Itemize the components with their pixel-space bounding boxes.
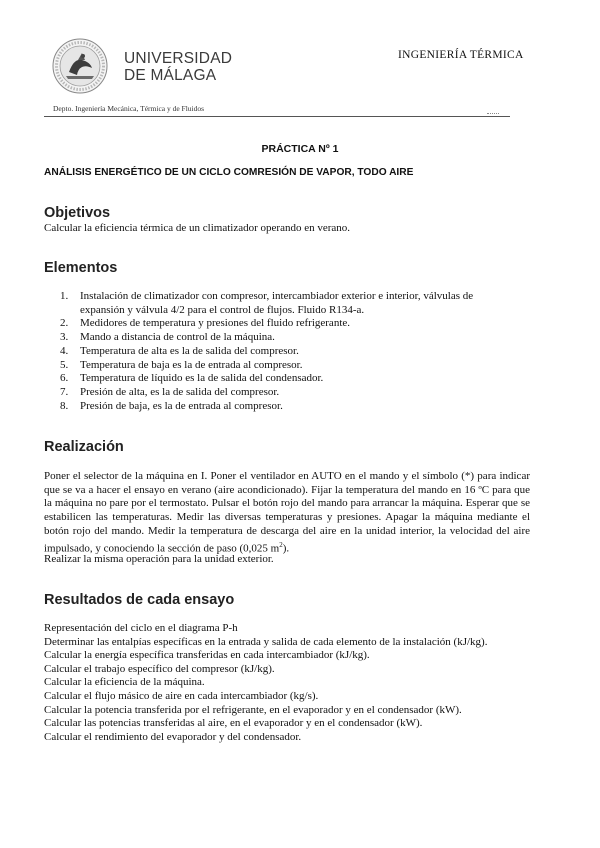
list-item-number: 1. xyxy=(60,290,69,302)
realizacion-text-end: ). xyxy=(282,542,290,555)
list-item xyxy=(44,372,524,386)
section-heading-resultados: Resultados de cada ensayo xyxy=(44,592,235,608)
list-item-number: 8. xyxy=(60,399,69,412)
list-item-text: Temperatura de baja es la de entrada al compresor. xyxy=(80,358,303,371)
list-item: Calcular el rendimiento del evaporador y del condensador. xyxy=(44,730,302,743)
realizacion-last-line: Realizar la misma operación para la unidad exterior. xyxy=(44,553,274,565)
list-item-text: expansión y válvula 4/2 para el control de flujos. Fluido R134-a. xyxy=(80,303,365,316)
list-item-number: 5. xyxy=(60,358,69,371)
list-item-text: Mando a distancia de control de la máquina. xyxy=(80,331,275,344)
realizacion-paragraph xyxy=(44,470,530,556)
superscript-exponent: 2 xyxy=(279,540,283,549)
objetivos-text: Calcular la eficiencia térmica de un climatizador operando en verano. xyxy=(44,222,351,234)
practice-number: PRÁCTICA Nº 1 xyxy=(261,143,339,155)
department-name: Depto. Ingeniería Mecánica, Térmica y de Fluidos xyxy=(53,104,205,113)
list-item-text: Instalación de climatizador con compresor, intercambiador exterior e interior, válvulas de xyxy=(80,290,474,302)
list-item: Calcular el trabajo específico del compresor (kJ/kg). xyxy=(44,662,275,675)
practice-title: ANÁLISIS ENERGÉTICO DE UN CICLO COMRESIÓN DE VAPOR, TODO AIRE xyxy=(44,167,414,178)
resultados-list xyxy=(44,622,487,744)
list-item xyxy=(44,359,524,373)
header-divider xyxy=(44,116,510,117)
section-heading-objetivos: Objetivos xyxy=(44,205,111,221)
list-item: Calcular las potencias transferidas al aire, en el evaporador y en el condensador (kW). xyxy=(44,717,423,730)
list-item xyxy=(44,386,524,400)
header-divider-mark xyxy=(487,113,499,114)
list-item: Calcular la energía específica transferidas en cada intercambiador (kJ/kg). xyxy=(44,649,370,662)
university-name-line2: DE MÁLAGA xyxy=(124,67,217,84)
list-item-number: 7. xyxy=(60,385,69,398)
list-item-number: 6. xyxy=(60,372,69,385)
list-item: Representación del ciclo en el diagrama P-h xyxy=(44,622,238,634)
list-item xyxy=(44,345,524,359)
list-item-number: 4. xyxy=(60,344,69,357)
section-heading-elementos: Elementos xyxy=(44,260,118,276)
section-heading-realizacion: Realización xyxy=(44,439,124,455)
list-item: Calcular la potencia transferida por el refrigerante, en el evaporador y en el condensador (kW). xyxy=(44,703,462,716)
course-name: INGENIERÍA TÉRMICA xyxy=(398,49,524,61)
university-name-line1: UNIVERSIDAD xyxy=(124,50,233,67)
university-seal-icon xyxy=(52,38,108,94)
elementos-list xyxy=(44,290,524,413)
list-item xyxy=(44,400,524,414)
list-item xyxy=(44,331,524,345)
list-item xyxy=(44,317,524,331)
list-item: Calcular el flujo másico de aire en cada intercambiador (kg/s). xyxy=(44,689,319,702)
university-name xyxy=(124,50,232,84)
list-item-number: 2. xyxy=(60,317,69,330)
list-item-text: Temperatura de alta es la de salida del compresor. xyxy=(80,344,299,357)
list-item-text: Presión de baja, es la de entrada al compresor. xyxy=(80,399,283,412)
list-item: Calcular la eficiencia de la máquina. xyxy=(44,676,205,689)
list-item-text: Presión de alta, es la de salida del compresor. xyxy=(80,385,280,398)
realizacion-text: Poner el selector de la máquina en I. Poner el ventilador en AUTO en el mando y el símbolo (*) para indicar que se va a hacer el ensayo en verano (aire acondicionado). Fijar la temperatura del mando en 16 ºC para que la máquina no pare por el termostato. Pulsar el botón rojo del mando para arrancar la máquina. Esperar que se estabilicen las temperaturas. Medir las diversas temperaturas y presiones. Apagar la máquina mediante el botón rojo del mando. Medir la temperatura de descarga del aire en la unidad interior, la velocidad del aire impulsado, y conociendo la sección de paso (0,025 m xyxy=(44,470,530,555)
list-item-text: Temperatura de líquido es la de salida del condensador. xyxy=(80,372,324,385)
list-item xyxy=(44,290,524,317)
list-item-number: 3. xyxy=(60,331,69,344)
list-item: Determinar las entalpías específicas en la entrada y salida de cada elemento de la instalación (kJ/kg). xyxy=(44,635,488,648)
list-item-text: Medidores de temperatura y presiones del fluido refrigerante. xyxy=(80,317,351,330)
